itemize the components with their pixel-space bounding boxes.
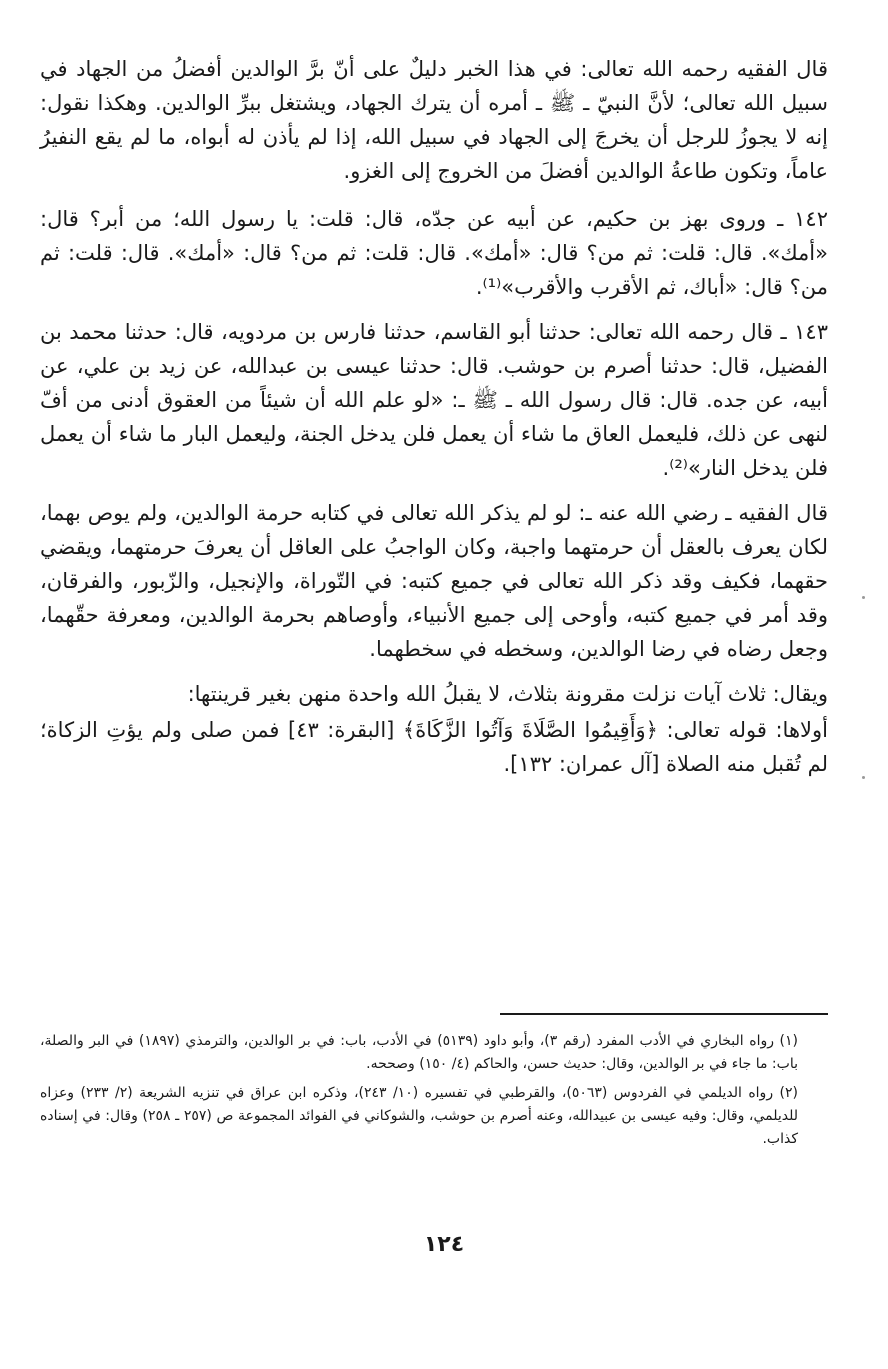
paragraph-three-verses: ويقال: ثلاث آيات نزلت مقرونة بثلاث، لا يقبلُ الله واحدة منهن بغير قرينتها: (187, 682, 828, 706)
paragraph-commentary-1: قال الفقيه رحمه الله تعالى: في هذا الخبر دليلٌ على أنّ برَّ الوالدين أفضلُ من الجهاد في سبيل الله تعالى؛ لأنَّ النبيّ ـ ﷺ ـ أمره أن يترك الجهاد، ويشتغل ببرِّ الوالدين. وهكذا نقول: إنه لا يجوزُ للرجل أن يخرجَ إلى الجهاد في سبيل الله، إذا لم يأذن له أبواه، ما لم يقع النفيرُ عاماً، وتكون طاعةُ الوالدين أفضلَ من الخروج إلى الغزو. (40, 57, 828, 183)
page-number: ١٢٤ (423, 1232, 465, 1257)
margin-speck (862, 596, 865, 599)
paragraph-hadith-142: ١٤٢ ـ وروى بهز بن حكيم، عن أبيه عن جدّه، قال: قلت: يا رسول الله؛ من أبر؟ قال: «أمك». قال: قلت: ثم من؟ قال: «أمك». قال: قلت: ثم من؟ قال: «أمك». قال: قلت: ثم من؟ قال: «أباك، ثم الأقرب والأقرب»⁽¹⁾. (40, 207, 828, 299)
paragraph-commentary-2: قال الفقيه ـ رضي الله عنه ـ: لو لم يذكر الله تعالى في كتابه حرمة الوالدين، ولم يوص بهما، لكان يعرف بالعقل أن حرمتهما واجبة، وكان الواجبُ على العاقل أن يعرفَ حرمتهما، ويقضي حقهما، فكيف وقد ذكر الله تعالى في جميع كتبه: في التّوراة، والإنجيل، والزّبور، والفرقان، وقد أمر في جميع كتبه، وأوحى إلى جميع الأنبياء، وأوصاهم بحرمة الوالدين، ومعرفة حقّهما، وجعل رضاه في رضا الوالدين، وسخطه في سخطهما. (40, 501, 828, 661)
margin-speck (862, 776, 865, 779)
paragraph-hadith-143: ١٤٣ ـ قال رحمه الله تعالى: حدثنا أبو القاسم، حدثنا فارس بن مردويه، قال: حدثنا محمد بن الفضيل، قال: حدثنا أصرم بن حوشب. قال: حدثنا عيسى بن عبدالله، عن زيد بن علي، عن أبيه، عن جده. قال: قال رسول الله ـ ﷺ ـ: «لو علم الله أن شيئاً من العقوق أدنى من أفّ لنهى عن ذلك، فليعمل العاق ما شاء أن يعمل فلن يدخل الجنة، وليعمل البار ما شاء أن يعمل فلن يدخل النار»⁽²⁾. (40, 320, 828, 480)
footnote-1: (١) رواه البخاري في الأدب المفرد (رقم ٣)، وأبو داود (٥١٣٩) في الأدب، باب: في بر الوالدين، والترمذي (١٨٩٧) في البر والصلة، باب: ما جاء في بر الوالدين، وقال: حديث حسن، والحاكم (٤/ ١٥٠) وصححه. (40, 1033, 798, 1072)
main-text (40, 52, 828, 792)
footnotes (40, 1030, 798, 1157)
paragraph-first-verse: أولاها: قوله تعالى: ﴿وَأَقِيمُوا الصَّلَاةَ وَآتُوا الزَّكَاةَ﴾ [البقرة: ٤٣] فمن صلى ولم يؤتِ الزكاة؛ لم تُقبل منه الصلاة [آل عمران: ١٣٢]. (40, 718, 828, 776)
footnote-2: (٢) رواه الديلمي في الفردوس (٥٠٦٣)، والقرطبي في تفسيره (١٠/ ٢٤٣)، وذكره ابن عراق في تنزيه الشريعة (٢/ ٢٣٣) وعزاه للديلمي، وقال: وفيه عيسى بن عبيدالله، وعنه أصرم بن حوشب، والشوكاني في الفوائد المجموعة ص (٢٥٧ ـ ٢٥٨) وقال: في إسناده كذاب. (40, 1085, 798, 1147)
footnote-separator (500, 1013, 828, 1015)
